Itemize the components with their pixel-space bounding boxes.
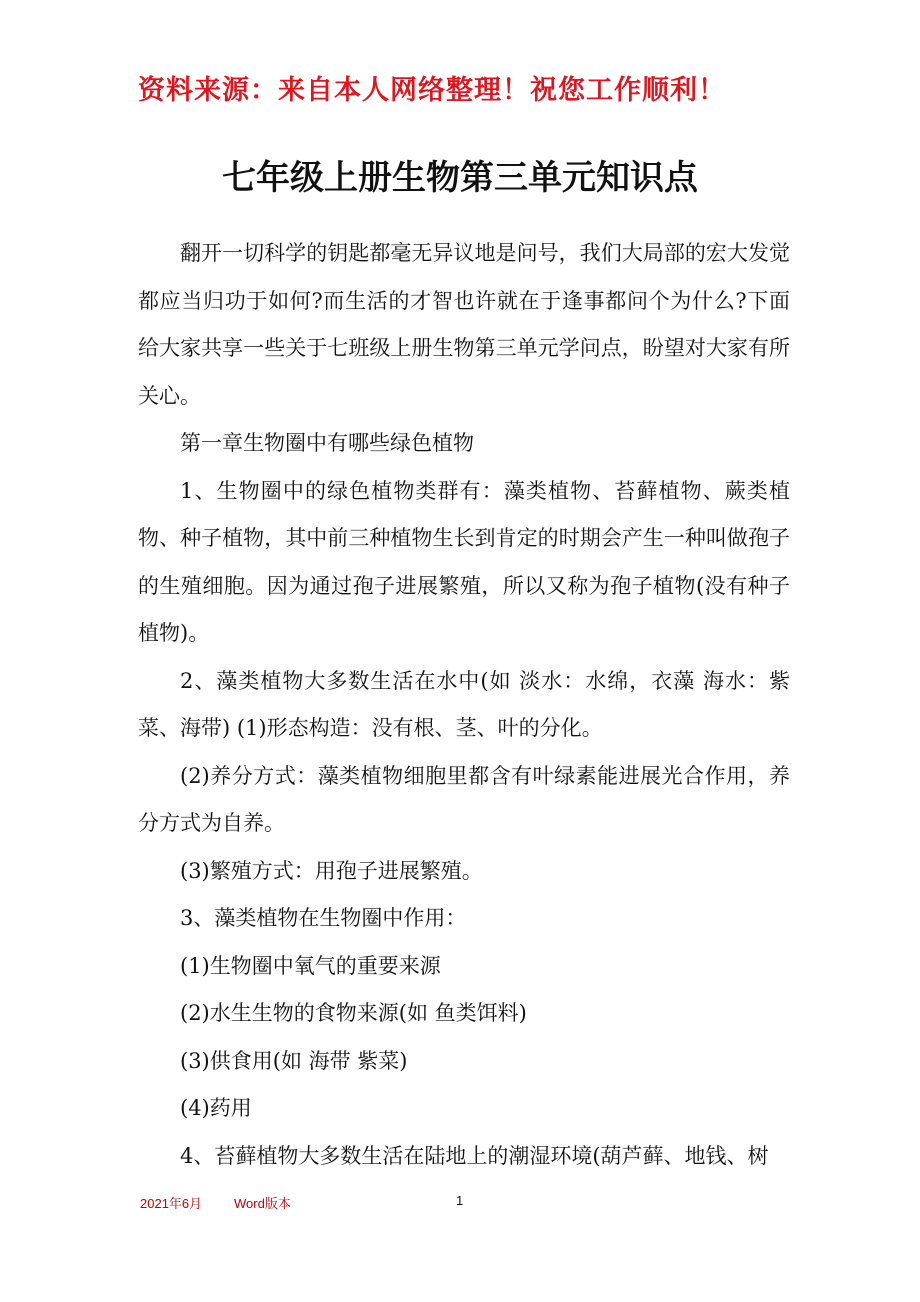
intro-paragraph: 翻开一切科学的钥匙都毫无异议地是问号，我们大局部的宏大发觉都应当归功于如何?而生活的才智也许就在于逢事都问个为什么?下面给大家共享一些关于七班级上册生物第三单元学问点，盼望对大家有所关心。 [138,241,790,408]
footer-version: Word版本 [234,1196,291,1211]
paragraph-point-3: 3、藻类植物在生物圈中作用： [180,906,467,930]
paragraph-point-4: 4、苔藓植物大多数生活在陆地上的潮湿环境(葫芦藓、地钱、树 [180,1143,769,1168]
page-footer [0,1193,920,1213]
paragraph-point-2: 2、藻类植物大多数生活在水中(如 淡水：水绵，衣藻 海水：紫菜、海带) (1)形态构造：没有根、茎、叶的分化。 [138,668,790,740]
paragraph-point-1: 1、生物圈中的绿色植物类群有：藻类植物、苔藓植物、蕨类植物、种子植物，其中前三种植物生长到肯定的时期会产生一种叫做孢子的生殖细胞。因为通过孢子进展繁殖，所以又称为孢子植物(没有种子植物)。 [138,478,790,645]
chapter-heading: 第一章生物圈中有哪些绿色植物 [180,431,474,455]
footer-date: 2021年6月 [140,1196,203,1211]
paragraph-nutrition: (2)养分方式：藻类植物细胞里都含有叶绿素能进展光合作用，养分方式为自养。 [138,763,790,835]
list-item: (1)生物圈中氧气的重要来源 [180,953,441,978]
document-body [138,230,790,1180]
page-number: 1 [456,1193,464,1208]
list-item: (3)供食用(如 海带 紫菜) [180,1048,408,1073]
source-banner: 资料来源：来自本人网络整理！祝您工作顺利！ [138,75,726,106]
list-item: (2)水生生物的食物来源(如 鱼类饵料) [180,1001,527,1025]
list-item: (4)药用 [180,1096,252,1120]
paragraph-reproduction: (3)繁殖方式：用孢子进展繁殖。 [180,858,483,883]
page-title: 七年级上册生物第三单元知识点 [222,158,698,198]
